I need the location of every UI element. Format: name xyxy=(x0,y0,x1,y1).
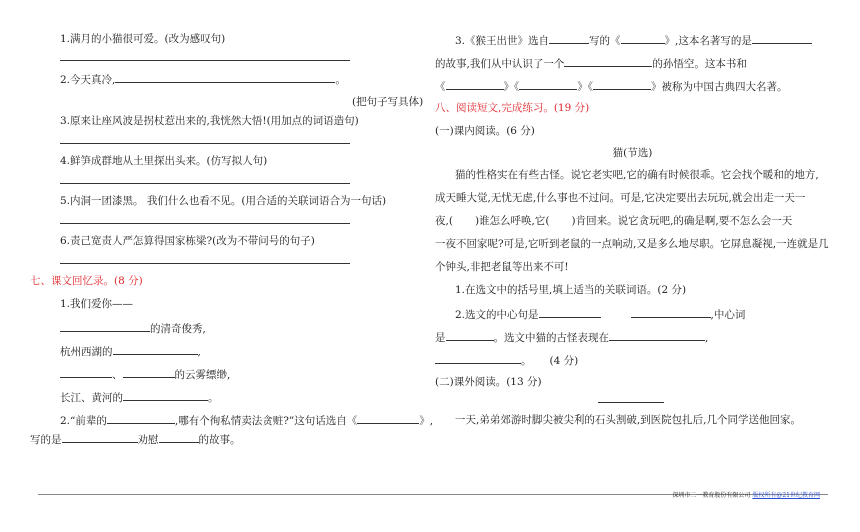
blank-behavior-2[interactable] xyxy=(435,352,521,364)
question-4: 4.鲜笋成群地从土里探出头来。(仿写拟人句) xyxy=(60,155,268,167)
r1-c: 》,这本名著写的是 xyxy=(664,35,752,47)
blank-behavior-1[interactable] xyxy=(609,329,705,341)
r3-c: 》《 xyxy=(577,81,593,93)
s7-3-part-b: 劝慰 xyxy=(137,434,159,446)
section-7-line-1 xyxy=(60,320,206,336)
s7-line-4-prefix: 长江、黄河的 xyxy=(60,392,123,404)
answer-line-1[interactable] xyxy=(60,60,350,61)
s7-2-part-a: 2.“前辈的 xyxy=(60,415,107,427)
blank-s7-3-b[interactable] xyxy=(159,431,199,443)
s7-line-1-text: 的清奇俊秀, xyxy=(150,323,206,335)
section-7-item-2 xyxy=(60,412,433,428)
question-1: 1.满月的小猫很可爱。(改为感叹句) xyxy=(60,33,226,45)
answer-line-4[interactable] xyxy=(60,183,350,184)
subsection-2: (二)课外阅读。(13 分) xyxy=(435,376,542,388)
passage-line-3 xyxy=(435,214,792,228)
right-q3-line-3 xyxy=(435,78,788,94)
blank-s7-2b[interactable] xyxy=(357,412,419,424)
question-3: 3.原来让座风波是拐杖惹出来的,我恍然大悟!(用加点的词语造句) xyxy=(60,115,359,127)
s7-3-part-c: 的故事。 xyxy=(198,434,241,446)
answer-line-3[interactable] xyxy=(60,143,350,144)
s7-2-part-c: 》, xyxy=(419,415,434,427)
right-q3-line-2 xyxy=(435,55,747,71)
footer-link[interactable]: 版权所有@21世纪教育网 xyxy=(752,492,820,499)
answer-line-5[interactable] xyxy=(60,223,350,224)
s7-line-3-mid: 、 xyxy=(112,369,123,381)
question-2-prefix: 2.今天真冷, xyxy=(60,74,116,86)
blank-central-sentence-b[interactable] xyxy=(631,306,711,318)
footer xyxy=(672,492,820,500)
passage-line-1: 猫的性格实在有些古怪。说它老实吧,它的确有时候很乖。它会找个暖和的地方, xyxy=(455,169,819,181)
s7-2-part-b: ,哪有个徇私情卖法贪赃?”这句话选自《 xyxy=(174,415,358,427)
blank-r3-book1[interactable] xyxy=(446,78,504,90)
blank-r1-book[interactable] xyxy=(621,32,665,44)
s7-3-part-a: 写的是 xyxy=(30,434,62,446)
passage-line-4: 一夜不回家呢?可是,它听到老鼠的一点响动,又是多么地尽职。它屏息凝视,一连就是几 xyxy=(435,238,829,250)
r2-b: 的孙悟空。这本书和 xyxy=(652,58,747,70)
s7-line-3-suffix: 的云雾缥缈, xyxy=(174,369,231,381)
rq3-b: 。选文中猫的古怪表现在 xyxy=(493,332,609,344)
r3-a: 《 xyxy=(435,81,446,93)
section-7-item-1: 1.我们爱你—— xyxy=(60,298,134,310)
blank-s7-2[interactable] xyxy=(113,343,198,355)
rq3-c: , xyxy=(705,332,709,344)
blank-r3-book2[interactable] xyxy=(519,78,577,90)
section-7-line-3 xyxy=(60,366,230,382)
blank-r1-author[interactable] xyxy=(549,32,589,44)
rq2-b: ,中心词 xyxy=(710,309,746,321)
section-7-line-4 xyxy=(60,389,219,405)
right-q3-line-1 xyxy=(455,32,812,48)
extra-passage-line-1: 一天,弟弟郊游时脚尖被尖利的石头割破,到医院包扎后,几个同学送他回家。 xyxy=(455,414,802,426)
s7-line-2-prefix: 杭州西湖的 xyxy=(60,346,113,358)
rq3-a: 是 xyxy=(435,332,446,344)
r1-b: 写的《 xyxy=(589,35,621,47)
s7-line-2-suffix: , xyxy=(197,346,201,358)
section-8-heading: 八、阅读短文,完成练习。(19 分) xyxy=(435,102,590,114)
blank-s7-3-a[interactable] xyxy=(62,431,138,443)
passage-line-5: 个钟头,非把老鼠等出来不可! xyxy=(435,261,569,273)
blank-s7-4[interactable] xyxy=(123,389,208,401)
r3-b: 》《 xyxy=(503,81,520,93)
blank-r1-content[interactable] xyxy=(752,32,812,44)
extra-title-blank[interactable] xyxy=(598,402,664,403)
section-7-line-2 xyxy=(60,343,201,359)
blank-central-word[interactable] xyxy=(446,329,494,341)
reading-q2-cont-2 xyxy=(435,352,578,368)
reading-q2-cont xyxy=(435,329,708,345)
rq4-b: 。 xyxy=(521,355,532,367)
blank-s7-3b[interactable] xyxy=(123,366,175,378)
rq4-score: (4 分) xyxy=(549,355,579,367)
answer-blank-2[interactable] xyxy=(115,71,335,83)
blank-central-sentence-a[interactable] xyxy=(539,306,601,318)
question-6: 6.责己宽责人严怎算得国家栋梁?(改为不带问号的句子) xyxy=(60,235,315,247)
blank-s7-3a[interactable] xyxy=(60,366,112,378)
blank-s7-1[interactable] xyxy=(60,320,150,332)
p3-c: )肯回来。说它贪玩吧,的确是啊,要不怎么会一天 xyxy=(571,215,793,227)
reading-q2 xyxy=(455,306,745,322)
section-7-heading: 七、课文回忆录。(8 分) xyxy=(30,275,143,287)
passage-title: 猫(节选) xyxy=(612,147,653,159)
section-7-item-2-cont xyxy=(30,431,241,447)
question-2 xyxy=(60,71,346,87)
blank-r2[interactable] xyxy=(564,55,652,67)
p3-a: 夜,( xyxy=(435,215,453,227)
answer-line-6[interactable] xyxy=(60,263,350,264)
p3-b: )谁怎么呼唤,它( xyxy=(474,215,550,227)
passage-line-2: 成天睡大觉,无忧无虑,什么事也不过问。可是,它决定要出去玩玩,就会出走一天一 xyxy=(435,192,806,204)
rq2-a: 2.选文的中心句是 xyxy=(455,309,539,321)
r1-a: 3.《猴王出世》选自 xyxy=(455,35,550,47)
s7-line-4-suffix: 。 xyxy=(208,392,219,404)
blank-s7-2a[interactable] xyxy=(107,412,175,424)
r3-d: 》被称为中国古典四大名著。 xyxy=(651,81,788,93)
subsection-1: (一)课内阅读。(6 分) xyxy=(435,125,535,137)
r2-a: 的故事,我们从中认识了一个 xyxy=(435,58,565,70)
reading-q1: 1.在选文中的括号里,填上适当的关联词语。(2 分) xyxy=(455,284,687,296)
question-2-note: (把句子写具体) xyxy=(352,96,424,108)
blank-r3-book3[interactable] xyxy=(593,78,651,90)
question-2-suffix: 。 xyxy=(335,74,346,86)
footer-company: 深圳市二一教育股份有限公司 xyxy=(672,492,751,499)
question-5: 5.内洞一团漆黑。 我们什么也看不见。(用合适的关联词语合为一句话) xyxy=(60,195,387,207)
